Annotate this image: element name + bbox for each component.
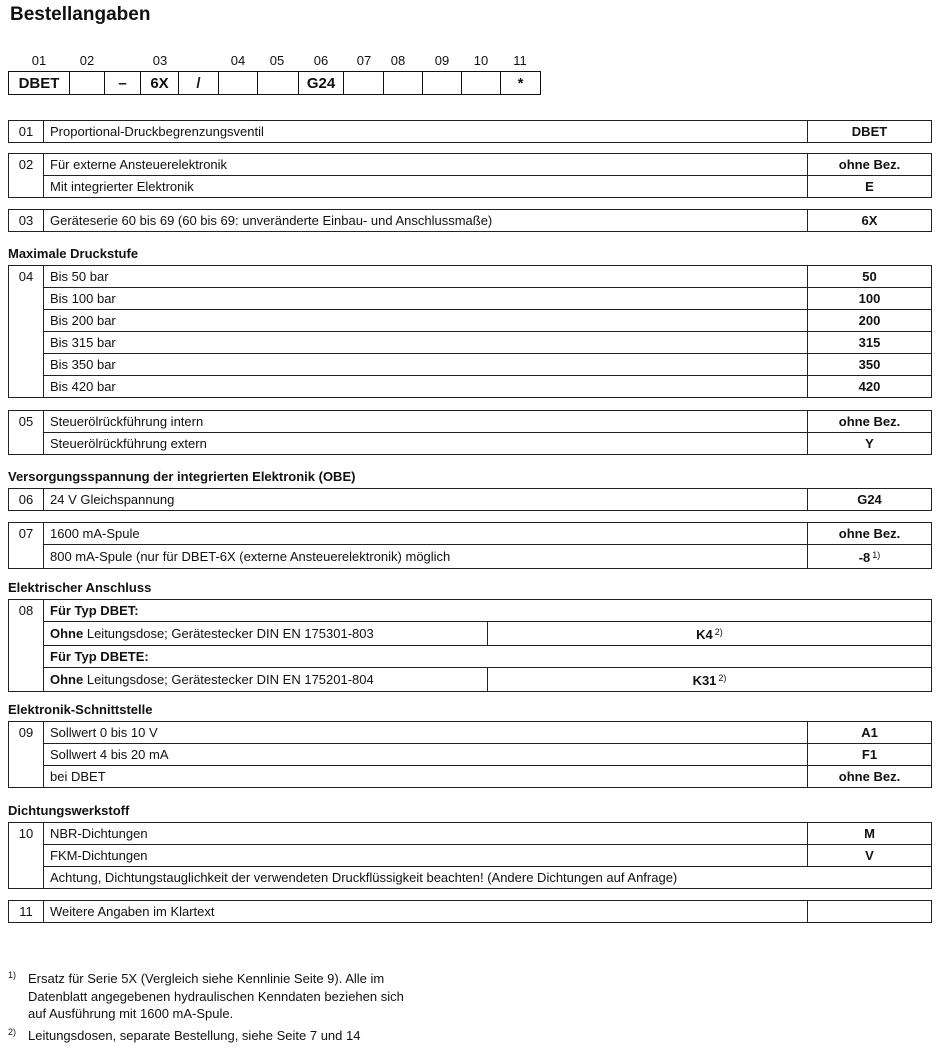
code-position-10: 10 [473,53,489,68]
option-text [44,622,488,646]
section-heading-versorgungsspannung: Versorgungsspannung der integrierten Elektronik (OBE) [8,469,356,484]
code-box-03: 6X [140,71,179,95]
group-number: 04 [9,266,44,398]
option-code: ohne Bez. [808,411,932,433]
option-code: 420 [808,376,932,398]
option-code: K31 [692,673,717,688]
option-text-bold: Ohne [50,672,84,687]
group-04-table [8,265,932,398]
section-heading-elektrischer-anschluss: Elektrischer Anschluss [8,580,152,595]
option-code: M [808,823,932,845]
option-code: G24 [808,489,932,511]
group-09-table [8,721,932,788]
table-row [9,744,932,766]
code-position-09: 09 [434,53,450,68]
table-row [9,489,932,511]
option-code: 50 [808,266,932,288]
option-code: Y [808,433,932,455]
group-number: 08 [9,600,44,692]
table-row [9,411,932,433]
table-row [9,354,932,376]
section-heading-dichtungswerkstoff: Dichtungswerkstoff [8,803,130,818]
option-text: 800 mA-Spule (nur für DBET-6X (externe Ansteuerelektronik) möglich [44,545,808,569]
page-title: Bestellangaben [10,4,151,25]
option-text: Bis 100 bar [44,288,808,310]
group-07-table [8,522,932,569]
option-code: -8 [858,550,871,565]
option-text: Proportional-Druckbegrenzungsventil [44,121,808,143]
option-code [808,901,932,923]
option-code: 200 [808,310,932,332]
option-code-cell [488,668,932,692]
option-code: 100 [808,288,932,310]
option-text-rest: Leitungsdose; Gerätestecker DIN EN 175301-803 [83,626,374,641]
option-code: ohne Bez. [808,154,932,176]
code-position-05: 05 [269,53,285,68]
group-number: 01 [9,121,44,143]
code-position-01: 01 [31,53,47,68]
group-06-table [8,488,932,511]
table-row [9,845,932,867]
option-code: K4 [696,627,713,642]
code-position-07: 07 [356,53,372,68]
option-text: Geräteserie 60 bis 69 (60 bis 69: unveränderte Einbau- und Anschlussmaße) [44,210,808,232]
footnote-mark: 1) [8,970,17,980]
table-row [9,545,932,569]
group-08-table [8,599,932,692]
table-row [9,901,932,923]
table-row [9,668,932,692]
table-row [9,288,932,310]
footnote-ref: 2) [714,627,723,637]
group-02-table [8,153,932,198]
option-text [44,668,488,692]
option-code: 315 [808,332,932,354]
table-row [9,523,932,545]
table-row [9,210,932,232]
table-row [9,622,932,646]
option-code-cell [808,545,932,569]
option-text: Bis 420 bar [44,376,808,398]
seal-note: Achtung, Dichtungstauglichkeit der verwendeten Druckflüssigkeit beachten! (Andere Dichtungen auf Anfrage) [44,867,932,889]
table-row [9,176,932,198]
group-01-table [8,120,932,143]
option-text: bei DBET [44,766,808,788]
option-text: Steuerölrückführung extern [44,433,808,455]
table-row [9,867,932,889]
footnote-line: auf Ausführung mit 1600 mA-Spule. [28,1006,234,1021]
code-position-03: 03 [152,53,168,68]
code-box-06: G24 [298,71,344,95]
table-row [9,376,932,398]
group-number: 02 [9,154,44,198]
option-code: DBET [808,121,932,143]
option-text-bold: Ohne [50,626,84,641]
code-position-06: 06 [313,53,329,68]
code-box-11: * [500,71,541,95]
option-code: F1 [808,744,932,766]
code-box-09 [422,71,462,95]
option-text: 24 V Gleichspannung [44,489,808,511]
footnote-line: Datenblatt angegebenen hydraulischen Kenndaten beziehen sich [28,988,404,1004]
option-text: FKM-Dichtungen [44,845,808,867]
footnotes [8,970,404,1048]
code-box-08 [383,71,423,95]
type-subheading: Für Typ DBETE: [44,646,932,668]
footnote-1 [8,970,404,1023]
code-box-slash: / [178,71,219,95]
group-11-table [8,900,932,923]
order-code-position-numbers [0,53,560,67]
group-05-table [8,410,932,455]
option-text: Sollwert 4 bis 20 mA [44,744,808,766]
group-number: 10 [9,823,44,889]
footnote-mark: 2) [8,1026,17,1037]
table-row [9,646,932,668]
option-text: Bis 50 bar [44,266,808,288]
code-position-02: 02 [79,53,95,68]
option-text: Mit integrierter Elektronik [44,176,808,198]
section-heading-druckstufe: Maximale Druckstufe [8,246,139,261]
code-box-02 [69,71,105,95]
option-text: Für externe Ansteuerelektronik [44,154,808,176]
table-row [9,266,932,288]
section-heading-elektronik-schnittstelle: Elektronik-Schnittstelle [8,702,153,717]
option-text: NBR-Dichtungen [44,823,808,845]
group-number: 07 [9,523,44,569]
option-text: Bis 200 bar [44,310,808,332]
table-row [9,310,932,332]
option-code: 350 [808,354,932,376]
option-code: ohne Bez. [808,766,932,788]
option-text: Weitere Angaben im Klartext [44,901,808,923]
footnote-line: Ersatz für Serie 5X (Vergleich siehe Kennlinie Seite 9). Alle im [28,971,385,986]
group-number: 05 [9,411,44,455]
table-row [9,722,932,744]
option-code-cell [488,622,932,646]
option-text: Sollwert 0 bis 10 V [44,722,808,744]
table-row [9,433,932,455]
group-03-table [8,209,932,232]
group-number: 09 [9,722,44,788]
code-box-05 [257,71,299,95]
table-row [9,332,932,354]
option-text: Steuerölrückführung intern [44,411,808,433]
option-text: Bis 315 bar [44,332,808,354]
code-box-04 [218,71,258,95]
option-text-rest: Leitungsdose; Gerätestecker DIN EN 175201-804 [83,672,374,687]
group-10-table [8,822,932,889]
code-position-08: 08 [390,53,406,68]
table-row [9,154,932,176]
group-number: 06 [9,489,44,511]
table-row [9,600,932,622]
option-code: ohne Bez. [808,523,932,545]
table-row [9,766,932,788]
table-row [9,121,932,143]
footnote-line: Leitungsdosen, separate Bestellung, siehe Seite 7 und 14 [28,1027,361,1043]
code-box-07 [343,71,384,95]
group-number: 03 [9,210,44,232]
option-code: 6X [808,210,932,232]
code-position-11: 11 [513,53,527,68]
type-subheading: Für Typ DBET: [44,600,932,622]
option-code: E [808,176,932,198]
footnote-ref: 2) [718,673,727,683]
footnote-ref: 1) [872,550,881,560]
table-row [9,823,932,845]
code-box-10 [461,71,501,95]
option-text: 1600 mA-Spule [44,523,808,545]
option-code: A1 [808,722,932,744]
option-code: V [808,845,932,867]
code-box-dash: – [104,71,141,95]
footnote-2 [8,1027,404,1045]
option-text: Bis 350 bar [44,354,808,376]
code-box-01: DBET [8,71,70,95]
code-position-04: 04 [230,53,246,68]
group-number: 11 [9,901,44,923]
